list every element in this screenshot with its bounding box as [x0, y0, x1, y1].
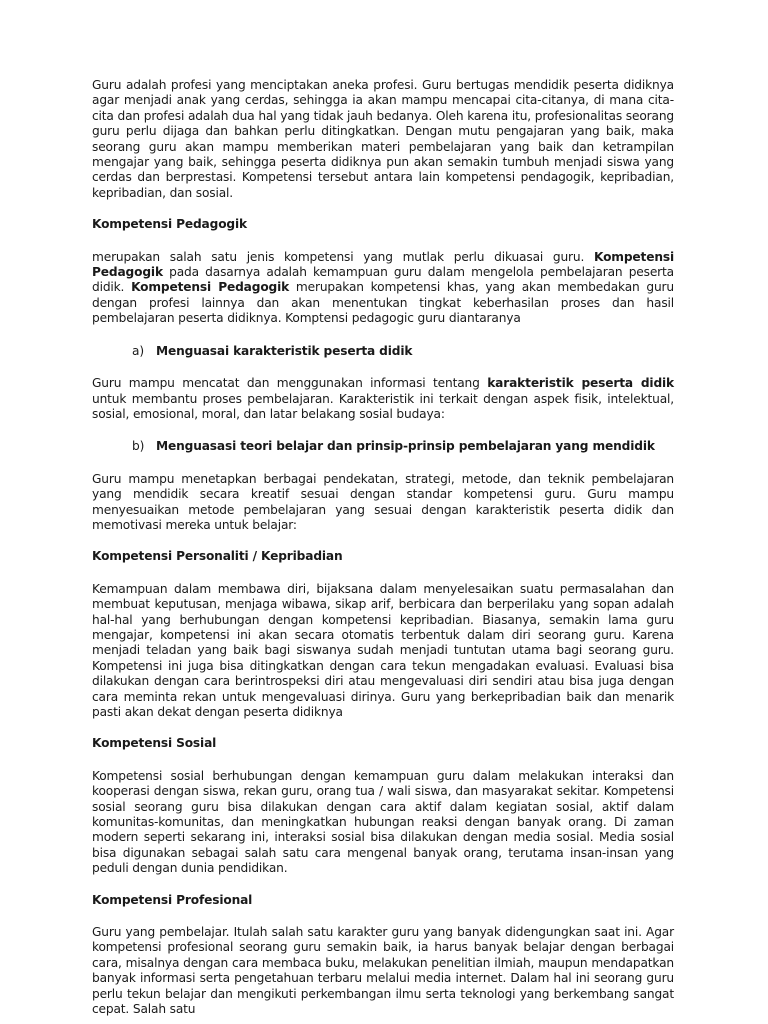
heading-sosial: Kompetensi Sosial: [92, 736, 217, 751]
document-page: [92, 78, 674, 1018]
heading-profesional: Kompetensi Profesional: [92, 892, 253, 907]
pedagogik-text-2: pada dasarnya adalah kemampuan guru dalam mengelola pembelajaran peserta didik.: [92, 265, 674, 295]
subheading-a: [92, 344, 674, 359]
heading-personaliti: Kompetensi Personaliti / Kepribadian: [92, 549, 343, 564]
subheading-a-marker: a): [132, 343, 144, 358]
sub-a-text-2: untuk membantu proses pembelajaran. Karakteristik ini terkait dengan aspek fisik, intelektual, sosial, emosional, moral, dan latar belakang sosial budaya:: [92, 391, 674, 421]
sub-a-text-1: Guru mampu mencatat dan menggunakan informasi tentang: [92, 376, 488, 391]
subheading-b: [92, 439, 674, 454]
sub-a-paragraph: [92, 376, 674, 422]
heading-pedagogik: Kompetensi Pedagogik: [92, 217, 247, 232]
pedagogik-bold-2: Kompetensi Pedagogik: [131, 280, 290, 295]
pedagogik-paragraph: [92, 250, 674, 327]
pedagogik-text-3: merupakan kompetensi khas, yang akan membedakan guru dengan profesi lainnya dan akan menentukan tingkat keberhasilan proses dan hasil pembelajaran peserta didiknya. Komptensi pedagogic guru diantaranya: [92, 280, 674, 326]
intro-paragraph: Guru adalah profesi yang menciptakan aneka profesi. Guru bertugas mendidik peserta didiknya agar menjadi anak yang cerdas, sehingga ia akan mampu mencapai cita-citanya, di mana cita-cita dan profesi adalah dua hal yang tidak jauh bedanya. Oleh karena itu, profesionalitas seorang guru perlu dijaga dan bahkan perlu ditingkatkan. Dengan mutu pengajaran yang baik, maka seorang guru akan mampu memberikan materi pembelajaran yang baik dan ketrampilan mengajar yang baik, sehingga peserta didiknya pun akan semakin tumbuh menjadi siswa yang cerdas dan berprestasi. Kompetensi tersebut antara lain kompetensi pendagogik, kepribadian, kepribadian, dan sosial.: [92, 78, 674, 200]
pedagogik-bold-1: Kompetensi Pedagogik: [92, 249, 674, 280]
sosial-paragraph: Kompetensi sosial berhubungan dengan kemampuan guru dalam melakukan interaksi dan kooperasi dengan siswa, rekan guru, orang tua / wali siswa, dan masyarakat sekitar. Kompetensi sosial seorang guru bisa dilakukan dengan cara aktif dalam kegiatan sosial, aktif dalam komunitas-komunitas, dan meningkatkan hubungan reaksi dengan banyak orang. Di zaman modern seperti sekarang ini, interaksi sosial bisa dilakukan dengan media sosial. Media sosial bisa digunakan sebagai salah satu cara mengenal banyak orang, terutama insan-insan yang peduli dengan dunia pendidikan.: [92, 768, 674, 876]
profesional-paragraph: Guru yang pembelajar. Itulah salah satu karakter guru yang banyak didengungkan saat ini. Agar kompetensi profesional seorang guru semakin baik, ia harus banyak belajar dengan berbagai cara, misalnya dengan cara membaca buku, melakukan penelitian ilmiah, maupun mendapatkan banyak informasi serta pengetahuan terbaru melalui media internet. Dalam hal ini seorang guru perlu tekun belajar dan mengikuti perkembangan ilmu serta teknologi yang berkembang sangat cepat. Salah satu: [92, 925, 674, 1017]
personaliti-paragraph: Kemampuan dalam membawa diri, bijaksana dalam menyelesaikan suatu permasalahan dan membuat keputusan, menjaga wibawa, sikap arif, berbicara dan berperilaku yang sopan adalah hal-hal yang berhubungan dengan kompetensi kepribadian. Biasanya, semakin lama guru mengajar, kompetensi ini akan secara otomatis terbentuk dalam diri seorang guru. Karena menjadi teladan yang baik bagi siswanya sudah menjadi tuntutan utama bagi seorang guru. Kompetensi ini juga bisa ditingkatkan dengan cara tekun mengadakan evaluasi. Evaluasi bisa dilakukan dengan cara berintrospeksi diri atau mengevaluasi diri sendiri atau bisa juga dengan cara meminta rekan untuk mengevaluasi dirinya. Guru yang berkepribadian baik dan menarik pasti akan dekat dengan peserta didiknya: [92, 581, 674, 719]
sub-b-paragraph: Guru mampu menetapkan berbagai pendekatan, strategi, metode, dan teknik pembelajaran yang mendidik secara kreatif sesuai dengan standar kompetensi guru. Guru mampu menyesuaikan metode pembelajaran yang sesuai dengan karakteristik peserta didik dan memotivasi mereka untuk belajar:: [92, 471, 674, 532]
subheading-b-title: Menguasasi teori belajar dan prinsip-prinsip pembelajaran yang mendidik: [156, 439, 655, 454]
pedagogik-text-1: merupakan salah satu jenis kompetensi yang mutlak perlu dikuasai guru.: [92, 249, 594, 264]
subheading-a-title: Menguasai karakteristik peserta didik: [156, 343, 413, 358]
sub-a-bold: karakteristik peserta didik: [487, 376, 674, 391]
subheading-b-marker: b): [132, 439, 145, 454]
